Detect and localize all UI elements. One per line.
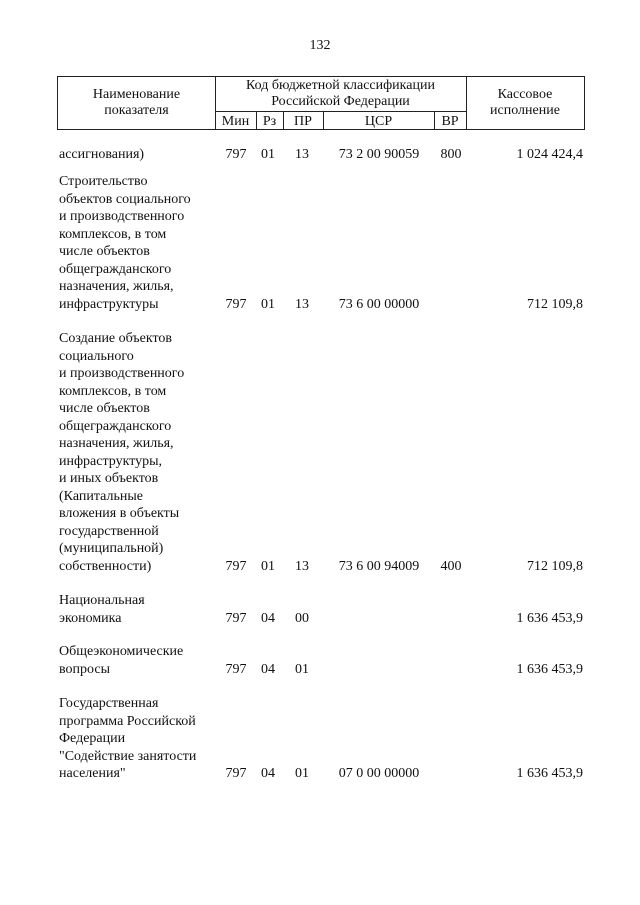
header-rz: Рз bbox=[262, 114, 277, 129]
header-code-group: Код бюджетной классификации Российской Федерации bbox=[246, 78, 435, 109]
table-row bbox=[0, 643, 640, 678]
row-min: 797 bbox=[225, 766, 247, 781]
row-min: 797 bbox=[225, 147, 247, 162]
row-min: 797 bbox=[225, 610, 247, 626]
row-sum: 712 109,8 bbox=[527, 296, 583, 312]
header-min: Мин bbox=[221, 114, 250, 129]
table-row bbox=[0, 695, 640, 783]
header-csr: ЦСР bbox=[364, 114, 393, 129]
row-name: ассигнования) bbox=[59, 147, 145, 162]
table-header bbox=[57, 76, 585, 130]
row-rz: 01 bbox=[261, 558, 275, 574]
row-min: 797 bbox=[225, 661, 247, 677]
row-pr: 13 bbox=[295, 147, 309, 162]
row-pr: 01 bbox=[295, 661, 309, 677]
table-row bbox=[0, 330, 640, 575]
row-min: 797 bbox=[225, 558, 247, 574]
row-rz: 04 bbox=[261, 661, 275, 677]
row-pr: 00 bbox=[295, 610, 309, 626]
row-vr: 400 bbox=[440, 558, 462, 574]
row-csr: 73 6 00 94009 bbox=[338, 558, 420, 574]
row-vr: 800 bbox=[440, 147, 462, 162]
row-pr: 13 bbox=[295, 558, 309, 574]
row-sum: 712 109,8 bbox=[527, 558, 583, 574]
row-name: Строительство объектов социального и производственного комплексов, в том числе объектов общегражданского назначения, жилья, инфраструктуры bbox=[59, 174, 191, 312]
row-sum: 1 024 424,4 bbox=[516, 147, 583, 162]
row-min: 797 bbox=[225, 296, 247, 312]
row-name: Создание объектов социального и производственного комплексов, в том числе объектов общегражданского назначения, жилья, инфраструктуры, и иных объектов (Капитальные вложения в объекты государственной (муниципальной) собственности) bbox=[59, 331, 185, 574]
row-sum: 1 636 453,9 bbox=[516, 661, 583, 677]
row-name: Общеэкономические вопросы bbox=[59, 644, 184, 677]
row-rz: 01 bbox=[261, 147, 275, 162]
row-rz: 01 bbox=[261, 296, 275, 312]
row-csr: 73 2 00 90059 bbox=[338, 147, 420, 162]
table-row bbox=[0, 592, 640, 627]
header-divider bbox=[215, 111, 466, 112]
row-sum: 1 636 453,9 bbox=[516, 766, 583, 781]
header-name: Наименование показателя bbox=[92, 87, 181, 118]
row-rz: 04 bbox=[261, 766, 275, 781]
row-name: Национальная экономика bbox=[59, 593, 145, 626]
row-csr: 07 0 00 00000 bbox=[338, 766, 420, 781]
page-number: 132 bbox=[309, 38, 331, 53]
row-name: Государственная программа Российской Федерации "Содействие занятости населения" bbox=[59, 696, 197, 781]
table-row bbox=[0, 173, 640, 313]
header-sum: Кассовое исполнение bbox=[490, 87, 560, 118]
table-row bbox=[0, 146, 640, 164]
row-sum: 1 636 453,9 bbox=[516, 610, 583, 626]
header-vr: ВР bbox=[441, 114, 459, 129]
row-pr: 13 bbox=[295, 296, 309, 312]
row-rz: 04 bbox=[261, 610, 275, 626]
row-pr: 01 bbox=[295, 766, 309, 781]
header-pr: ПР bbox=[294, 114, 312, 129]
row-csr: 73 6 00 00000 bbox=[338, 296, 420, 312]
